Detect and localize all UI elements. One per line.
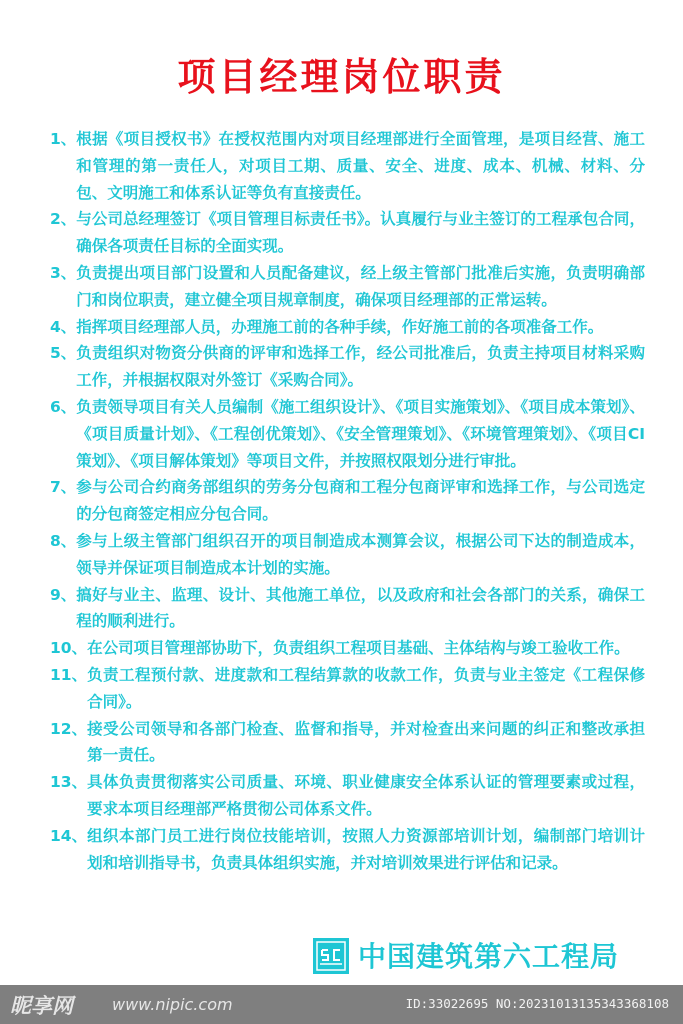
duty-item	[50, 662, 645, 716]
duty-number: 5、	[50, 344, 77, 363]
duty-text: 负责组织对物资分供商的评审和选择工作，经公司批准后，负责主持项目材料采购工作，并根据权限对外签订《采购合同》。	[76, 344, 645, 390]
duty-number: 3、	[50, 263, 77, 282]
duty-number: 7、	[50, 478, 77, 497]
duty-text: 接受公司领导和各部门检查、监督和指导，并对检查出来问题的纠正和整改承担第一责任。	[87, 719, 645, 765]
duty-text: 参与公司合约商务部组织的劳务分包商和工程分包商评审和选择工作，与公司选定的分包商签定相应分包合同。	[76, 478, 645, 524]
company-logo-icon	[313, 938, 349, 974]
duty-text: 负责提出项目部门设置和人员配备建议，经上级主管部门批准后实施，负责明确部门和岗位职责，建立健全项目规章制度，确保项目经理部的正常运转。	[76, 263, 645, 309]
duty-text: 参与上级主管部门组织召开的项目制造成本测算会议，根据公司下达的制造成本，领导并保证项目制造成本计划的实施。	[76, 531, 645, 577]
page-title: 项目经理岗位职责	[177, 55, 506, 99]
duty-item	[50, 314, 645, 341]
duty-item	[50, 582, 645, 636]
duty-item	[50, 716, 645, 770]
duty-item	[50, 340, 645, 394]
duty-number: 13、	[50, 773, 88, 792]
duty-number: 6、	[50, 397, 77, 416]
duty-item	[50, 635, 645, 662]
duty-item	[50, 206, 645, 260]
duty-item	[50, 260, 645, 314]
watermark-logo: 昵享网	[10, 994, 73, 1018]
duty-number: 9、	[50, 585, 77, 604]
duty-list	[50, 126, 645, 876]
duty-number: 10、	[50, 639, 88, 658]
duty-number: 12、	[50, 719, 88, 738]
duty-item	[50, 126, 645, 206]
duty-item	[50, 394, 645, 474]
image-id-label: ID:33022695 NO:20231013135343368108	[405, 996, 669, 1011]
duty-text: 负责工程预付款、进度款和工程结算款的收款工作，负责与业主签定《工程保修合同》。	[87, 665, 645, 711]
duty-item	[50, 528, 645, 582]
company-name: 中国建筑第六工程局	[358, 940, 620, 973]
duty-item	[50, 474, 645, 528]
duty-text: 根据《项目授权书》在授权范围内对项目经理部进行全面管理，是项目经营、施工和管理的第一责任人，对项目工期、质量、安全、进度、成本、机械、材料、分包、文明施工和体系认证等负有直接责任。	[76, 130, 645, 202]
duty-number: 2、	[50, 210, 77, 229]
watermark-url: www.nipic.com	[112, 995, 233, 1014]
duty-text: 在公司项目管理部协助下，负责组织工程项目基础、主体结构与竣工验收工作。	[87, 639, 630, 658]
duty-text: 与公司总经理签订《项目管理目标责任书》。认真履行与业主签订的工程承包合同，确保各项责任目标的全面实现。	[76, 210, 645, 256]
duty-text: 具体负责贯彻落实公司质量、环境、职业健康安全体系认证的管理要素或过程，要求本项目经理部严格贯彻公司体系文件。	[87, 773, 645, 818]
duty-item	[50, 769, 645, 823]
duty-text: 搞好与业主、监理、设计、其他施工单位，以及政府和社会各部门的关系，确保工程的顺利进行。	[76, 585, 645, 631]
duty-text: 指挥项目经理部人员，办理施工前的各种手续，作好施工前的各项准备工作。	[76, 317, 604, 336]
duty-number: 4、	[50, 317, 77, 336]
duty-item	[50, 823, 645, 877]
duty-number: 1、	[50, 130, 77, 148]
duty-number: 8、	[50, 531, 77, 550]
duty-number: 14、	[50, 826, 88, 845]
duty-number: 11、	[50, 665, 88, 684]
duty-text: 组织本部门员工进行岗位技能培训，按照人力资源部培训计划，编制部门培训计划和培训指导书，负责具体组织实施，并对培训效果进行评估和记录。	[87, 826, 645, 872]
duty-text: 负责领导项目有关人员编制《施工组织设计》、《项目实施策划》、《项目成本策划》、《项目质量计划》、《工程创优策划》、《安全管理策划》、《环境管理策划》、《项目CI策划》、《项目解体策划》等项目文件，并按照权限划分进行审批。	[76, 397, 645, 470]
